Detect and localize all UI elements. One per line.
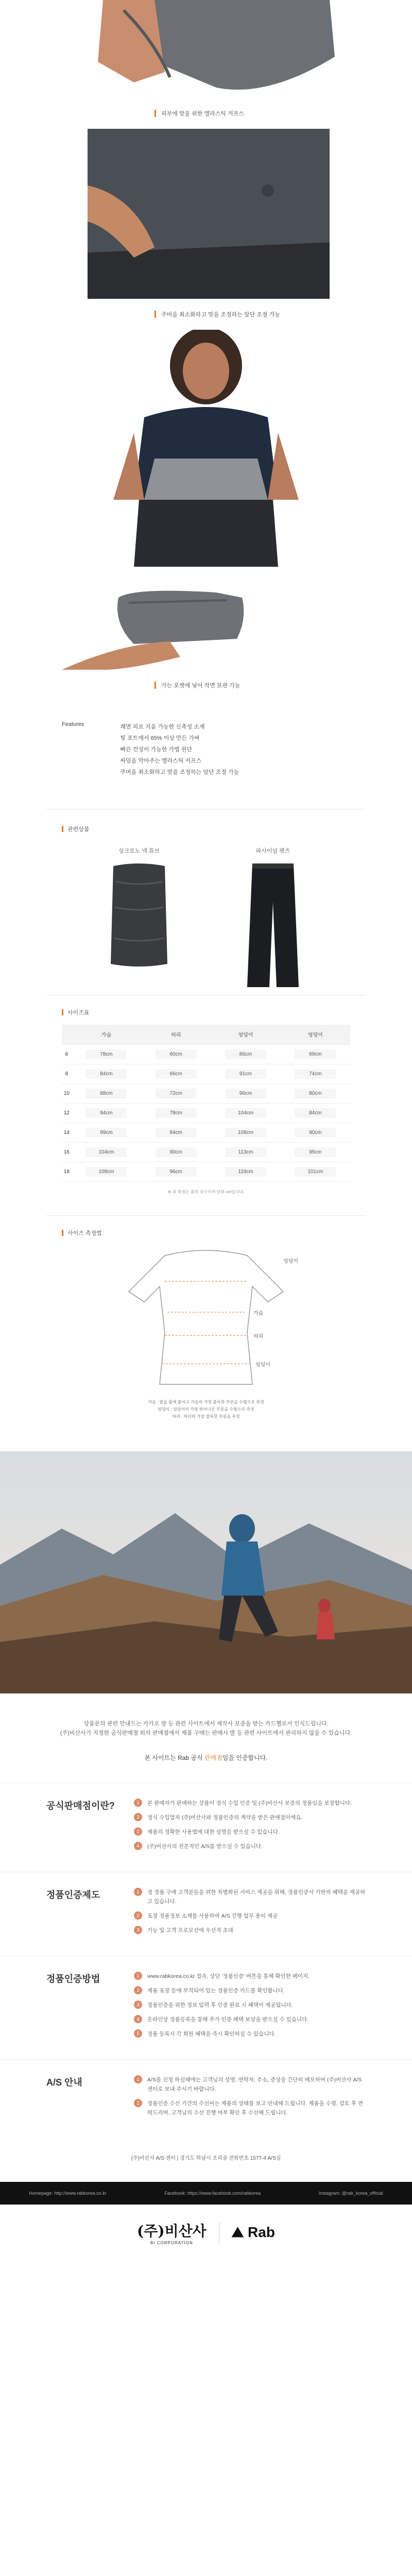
- bisansa-logo-sub: BI CORPORATION: [150, 2241, 193, 2245]
- product-photo-model: [0, 330, 412, 567]
- block-step: [134, 1842, 366, 1851]
- measurement-cell: [281, 1064, 350, 1083]
- block-body: [134, 1972, 366, 2044]
- section-title: [62, 825, 350, 833]
- measurement-cell: [211, 1044, 280, 1064]
- homepage-link[interactable]: Homepage: http://www.rabkorea.co.kr: [29, 2190, 107, 2196]
- info-text: 상품문의 관련 안내드는 카카오 방 등 관련 사이트에서 제작사 보증을 받는 카드헬로서 인식드립니다.: [83, 1720, 329, 1727]
- step-text: A/S를 신청 하실때에는 고객님의 성명, 연락처, 주소, 증상을 간단히 메모하여 (주)비산사 A/S센터로 보내 주시기 바랍니다.: [147, 2076, 362, 2092]
- measurement-cell: [141, 1162, 211, 1181]
- info-block: [0, 1783, 412, 1872]
- feature-item: 빛 포트에서 65% 이상 만든 가벼: [120, 735, 200, 741]
- measurement-cell: [72, 1064, 141, 1083]
- feature-item: 빠른 건성이 가능한 가볍 원단: [120, 747, 193, 753]
- table-header: 가슴: [72, 1025, 141, 1044]
- neck-tube-image: [106, 861, 173, 969]
- rab-logo-text: Rab: [248, 2224, 275, 2240]
- measure-title: 사이즈 측정법: [67, 1230, 102, 1236]
- measurement-value: 84cm: [156, 1128, 197, 1138]
- size-table: [62, 1025, 350, 1182]
- block-step: [134, 1827, 366, 1837]
- statement-post: 임을 인증합니다.: [222, 1754, 268, 1761]
- table-header: 허리: [141, 1025, 211, 1044]
- caption-packed: [0, 670, 412, 701]
- caption-text: 가는 포켓에 넣어 작면 보관 가능: [161, 683, 241, 689]
- caption-cuff: [0, 98, 412, 129]
- step-number-badge: 2: [134, 1986, 142, 1994]
- measurement-cell: [72, 1083, 141, 1103]
- measurement-value: 84cm: [295, 1108, 336, 1118]
- bisansa-logo-text: (주)비산사: [137, 2223, 207, 2240]
- measurement-cell: [141, 1044, 211, 1064]
- measurement-cell: [211, 1064, 280, 1083]
- measure-note: 허리 : 허리의 가장 잘록한 부분을 측정: [172, 1414, 240, 1419]
- table-row: [62, 1083, 350, 1103]
- step-number-badge: 2: [134, 1813, 142, 1821]
- measurement-value: 96cm: [156, 1167, 197, 1177]
- accent-bar: [154, 311, 156, 318]
- measurement-cell: [281, 1103, 350, 1123]
- measurement-cell: [211, 1123, 280, 1142]
- measure-diagram: [62, 1245, 350, 1389]
- step-text: www.rabkorea.co.kr 접속, 상단 '정품인증' 버튼을 통해 확인한 페이지.: [147, 1973, 310, 1979]
- features-list: [120, 721, 239, 778]
- step-text: 정품인증 수신 기간의 수선비는 제품의 상태를 보고 안내해 드립니다. 제품을 수령, 검토 후 연락드리며, 고객님의 수선 진행 여부 확인 후 수선해 드립니다.: [147, 2100, 364, 2116]
- measurement-cell: [281, 1142, 350, 1162]
- measurement-value: 119cm: [225, 1167, 266, 1177]
- size-table-note: ※ 위 측정는 몸의 치수이며 단위 cm입니다.: [167, 1189, 245, 1194]
- measure-section: [0, 1216, 412, 1451]
- size-cell: 16: [62, 1142, 72, 1162]
- step-number-badge: 2: [134, 2099, 142, 2107]
- measure-label-b: 허리: [253, 1333, 264, 1340]
- bottom-link-bar: [0, 2182, 412, 2205]
- measurement-value: 72cm: [156, 1089, 197, 1098]
- measurement-cell: [72, 1142, 141, 1162]
- size-cell: 8: [62, 1064, 72, 1083]
- measurement-cell: [72, 1103, 141, 1123]
- measurement-cell: [281, 1123, 350, 1142]
- size-cell: 10: [62, 1083, 72, 1103]
- measurement-value: 78cm: [85, 1049, 127, 1059]
- measurement-value: 94cm: [85, 1108, 127, 1118]
- block-step: [134, 1799, 366, 1808]
- step-number-badge: 5: [134, 2029, 142, 2038]
- block-step: [134, 2029, 366, 2039]
- measure-label-a: 가슴: [253, 1310, 264, 1316]
- accent-bar: [62, 1009, 63, 1015]
- step-text: 본 판매자가 판매하는 상품이 정식 수입 인증 및 (주)비산사 보증의 정품임을 보장합니다.: [147, 1800, 352, 1806]
- measurement-cell: [141, 1103, 211, 1123]
- table-header: 엉덩이: [211, 1025, 280, 1044]
- info-blocks: [0, 1783, 412, 2138]
- step-text: 정품 등록시 각 회원 혜택을 즉시 확인하실 수 있습니다.: [147, 2030, 276, 2037]
- pants-image: [239, 861, 306, 990]
- table-header: 엉덩이: [281, 1025, 350, 1044]
- measure-note: 가슴 : 팔을 몸에 붙이고 가슴의 가장 볼록한 부분을 수평으로 측정: [148, 1399, 264, 1404]
- step-number-badge: 4: [134, 2015, 142, 2023]
- measure-notes: [62, 1399, 350, 1420]
- caption-text: 주머을 최소화하고 맞을 조정하는 앞단 조절 가능: [161, 312, 280, 318]
- measurement-value: 90cm: [156, 1147, 197, 1157]
- step-number-badge: 3: [134, 1827, 142, 1836]
- table-row: [62, 1142, 350, 1162]
- caption-text: 피부에 맞을 위한 엘라스틱 커프스: [161, 111, 244, 117]
- size-table-section: [0, 995, 412, 1215]
- measurement-value: 90cm: [295, 1128, 336, 1138]
- related-grid: [62, 841, 350, 991]
- size-cell: 12: [62, 1103, 72, 1123]
- measurement-cell: [281, 1044, 350, 1064]
- caption-hem: [0, 299, 412, 330]
- measure-note: 엉덩이 : 엉덩이의 가장 튀어나온 부분을 수평으로 측정: [158, 1406, 254, 1412]
- measurement-value: 104cm: [225, 1108, 266, 1118]
- measurement-value: 74cm: [295, 1069, 336, 1079]
- rab-mountain-icon: ⛰: [231, 2224, 244, 2240]
- block-step: [134, 2099, 366, 2117]
- measurement-value: 80cm: [295, 1089, 336, 1098]
- facebook-link[interactable]: Facebook: https://www.facebook.com/rabkorea: [164, 2190, 261, 2196]
- measurement-value: 86cm: [225, 1049, 266, 1059]
- step-text: 기능 및 고객 프로모션에 우선적 초대: [147, 1927, 233, 1934]
- measurement-cell: [281, 1162, 350, 1181]
- step-text: 제품의 정확한 사용법에 대한 설명을 받으실 수 있습니다.: [147, 1828, 280, 1835]
- bisansa-logo: [137, 2220, 207, 2245]
- statement-pre: 본 사이트는 Rab 공식: [144, 1754, 204, 1761]
- measurement-value: 69cm: [295, 1049, 336, 1059]
- table-header-row: [62, 1025, 350, 1044]
- measurement-cell: [281, 1083, 350, 1103]
- measurement-cell: [72, 1044, 141, 1064]
- step-number-badge: 4: [134, 1842, 142, 1850]
- related-item-neck-tube[interactable]: [93, 846, 185, 991]
- step-text: 포장 정품정보 소재를 사용하여 A/S 진행 업무 용이 제공: [147, 1912, 278, 1919]
- step-text: 정품인증을 위한 정보 입력 후 인증 완료 시 혜택이 제공됩니다.: [147, 2002, 293, 2008]
- step-number-badge: 1: [134, 2075, 142, 2083]
- measurement-value: 113cm: [225, 1147, 266, 1157]
- info-block: [0, 2059, 412, 2138]
- measurement-value: 109cm: [85, 1167, 127, 1177]
- measurement-value: 99cm: [85, 1128, 127, 1138]
- step-number-badge: 3: [134, 2001, 142, 2009]
- block-step: [134, 1888, 366, 1906]
- size-cell: 18: [62, 1162, 72, 1181]
- measurement-cell: [211, 1142, 280, 1162]
- info-text: (주)비산사가 지정한 공식판매점 외의 판매점에서 제품 구매는 판매사 발 등 관련 사이트에서 관리하지 않을 수 있습니다.: [60, 1730, 352, 1736]
- related-item-pants[interactable]: [227, 846, 319, 991]
- statement-highlight: 판매점: [204, 1754, 222, 1761]
- step-text: 정식 수입업자 (주)비산사와 정품인증의 계약을 받은 판매점이에요.: [147, 1814, 303, 1821]
- measurement-value: 88cm: [85, 1089, 127, 1098]
- block-step: [134, 1911, 366, 1921]
- measurement-value: 60cm: [156, 1049, 197, 1059]
- measurement-value: 104cm: [85, 1147, 127, 1157]
- block-step: [134, 1986, 366, 1995]
- instagram-link[interactable]: Instagram: @rab_korea_official: [318, 2190, 383, 2196]
- step-text: 온라인상 정품등록을 통해 추가 인증 혜택 보상을 받으실 수 있습니다.: [147, 2016, 309, 2023]
- info-block: [0, 1872, 412, 1956]
- measurement-cell: [211, 1162, 280, 1181]
- brand-footer: [0, 2205, 412, 2261]
- measurement-value: 96cm: [225, 1089, 266, 1098]
- features-title: Features: [62, 721, 84, 727]
- step-text: (주)비산사의 전문적인 A/S를 받으실 수 있습니다.: [147, 1843, 263, 1850]
- step-number-badge: 1: [134, 1888, 142, 1896]
- lifestyle-photo: [0, 1451, 412, 1693]
- accent-bar: [154, 682, 156, 689]
- step-number-badge: 1: [134, 1972, 142, 1980]
- accent-bar: [62, 826, 63, 832]
- measurement-cell: [211, 1083, 280, 1103]
- measurement-cell: [141, 1083, 211, 1103]
- accent-bar: [62, 1230, 63, 1236]
- measurement-value: 91cm: [225, 1069, 266, 1079]
- measurement-cell: [211, 1103, 280, 1123]
- block-step: [134, 2001, 366, 2010]
- info-block: [0, 1956, 412, 2059]
- measure-label-c: 엉덩이: [255, 1362, 270, 1368]
- product-photo-hem: [0, 129, 412, 299]
- block-title: 정품인증방법: [46, 1973, 100, 1984]
- related-title: 관련상품: [67, 826, 90, 833]
- related-section: [0, 809, 412, 995]
- block-step: [134, 2075, 366, 2094]
- table-row: [62, 1123, 350, 1142]
- measurement-cell: [72, 1123, 141, 1142]
- step-number-badge: 3: [134, 1926, 142, 1934]
- measurement-value: 84cm: [85, 1069, 127, 1079]
- product-photo-cuff: [0, 0, 412, 98]
- info-section: [0, 1693, 412, 1753]
- block-step: [134, 1972, 366, 1981]
- accent-bar: [154, 110, 156, 117]
- measurement-value: 78cm: [156, 1108, 197, 1118]
- feature-item: 싸임을 막아주는 엘라스틱 커프스: [120, 758, 202, 764]
- table-header: [62, 1025, 72, 1044]
- step-number-badge: 2: [134, 1911, 142, 1920]
- block-title: 공식판매점이란?: [46, 1800, 115, 1811]
- size-cell: 14: [62, 1123, 72, 1142]
- section-title: [62, 1008, 350, 1016]
- measurement-cell: [141, 1064, 211, 1083]
- size-table-body: [62, 1044, 350, 1181]
- block-body: [134, 1799, 366, 1856]
- feature-item: 주머을 최소화하고 맞을 조정하는 앞단 조절 가능: [120, 769, 239, 775]
- table-row: [62, 1064, 350, 1083]
- product-photo-packed: [0, 567, 412, 670]
- size-table-title: 사이즈표: [67, 1010, 90, 1016]
- block-title: 정품인증제도: [46, 1889, 100, 1900]
- related-item-name: 파사이널 팬츠: [255, 848, 290, 854]
- feature-item: 쾌면 피로 지움 가능한 신축성 소재: [120, 724, 205, 730]
- block-step: [134, 1926, 366, 1935]
- measurement-cell: [141, 1142, 211, 1162]
- related-item-name: 싱크로노 넥 튜브: [118, 848, 160, 854]
- table-row: [62, 1162, 350, 1181]
- table-row: [62, 1044, 350, 1064]
- measurement-value: 66cm: [156, 1069, 197, 1079]
- block-body: [134, 1888, 366, 1940]
- table-row: [62, 1103, 350, 1123]
- step-number-badge: 1: [134, 1799, 142, 1807]
- section-title: [62, 1229, 350, 1237]
- rab-logo: [232, 2224, 275, 2241]
- block-body: [134, 2075, 366, 2123]
- size-cell: 6: [62, 1044, 72, 1064]
- measurement-cell: [72, 1162, 141, 1181]
- measurement-cell: [141, 1123, 211, 1142]
- official-store-statement: [0, 1753, 412, 1783]
- measurement-value: 101cm: [295, 1167, 336, 1177]
- as-center-note: (주)비산사 A/S 센터 | 경기도 하남시 조리골 전화번호 1577-4 A/S실: [131, 2155, 281, 2161]
- features-section: [0, 701, 412, 809]
- block-step: [134, 2015, 366, 2024]
- measure-label-d: 엉덩이: [283, 1258, 298, 1264]
- block-step: [134, 1813, 366, 1822]
- measurement-value: 108cm: [225, 1128, 266, 1138]
- measurement-value: 95cm: [295, 1147, 336, 1157]
- step-text: 정 정품 구매 고객분들을 위한 차별화된 서비스 제공을 위해, 정품인증서 기반의 혜택을 제공하고 있습니다.: [147, 1889, 366, 1905]
- step-text: 제품 포장 등에 부착되어 있는 정품인증 카드를 확인합니다.: [147, 1987, 285, 1994]
- block-title: A/S 안내: [46, 2077, 82, 2088]
